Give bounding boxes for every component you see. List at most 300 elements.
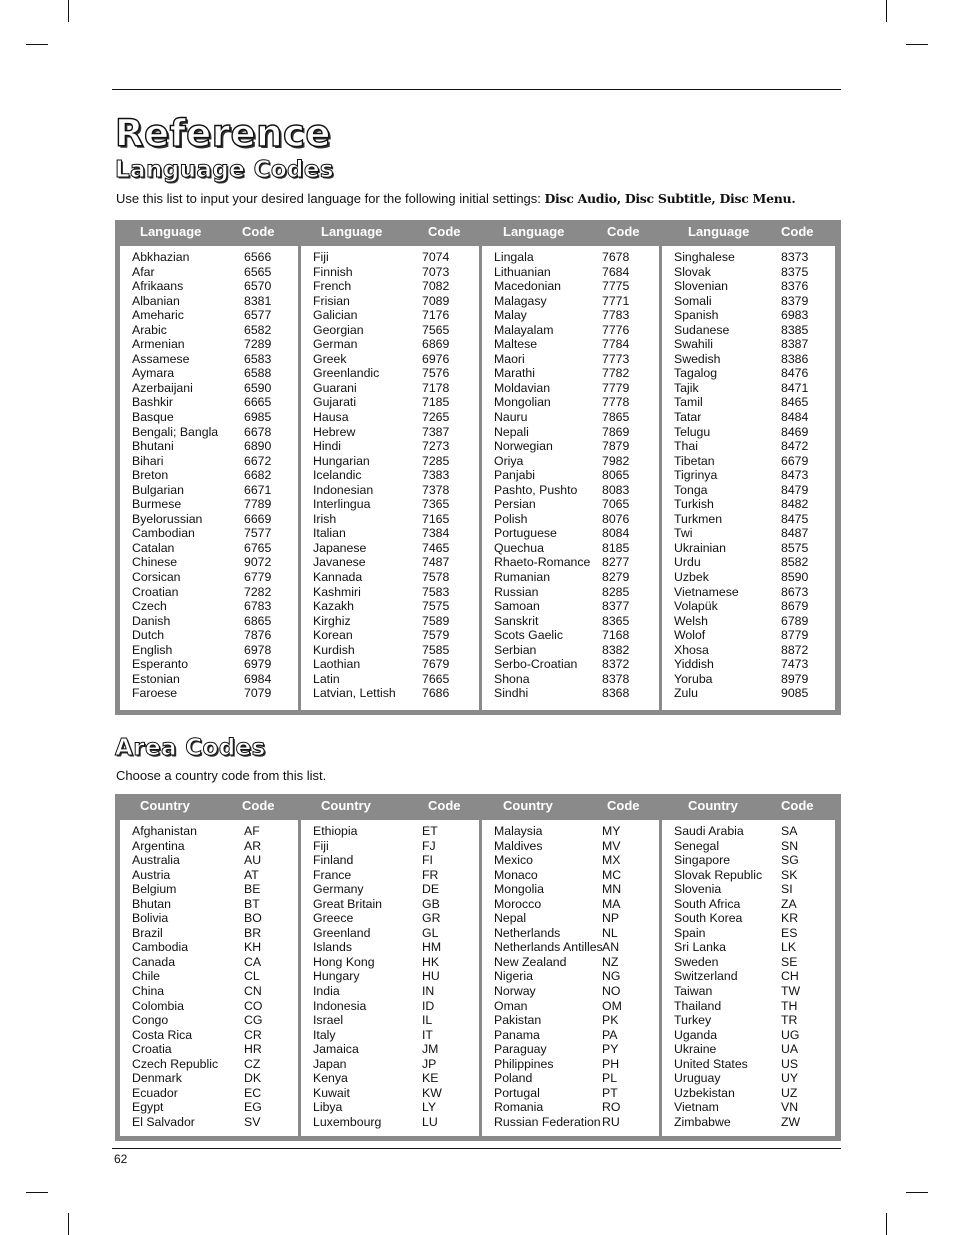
entry-code: SG xyxy=(781,853,799,868)
list-item xyxy=(662,599,835,614)
column-body xyxy=(482,246,659,710)
entry-name: Japanese xyxy=(313,540,367,555)
entry-name: Hausa xyxy=(313,410,349,425)
entry-code: 6577 xyxy=(244,308,272,323)
entry-code: OM xyxy=(602,998,622,1013)
entry-name: Swahili xyxy=(674,337,713,352)
entry-name: Singhalese xyxy=(674,250,735,264)
column-header xyxy=(657,794,835,817)
entry-code: 6583 xyxy=(244,351,272,366)
entry-name: Malay xyxy=(494,308,527,323)
entry-code: FR xyxy=(422,867,439,882)
entry-code: 8382 xyxy=(602,642,630,657)
page-title: Reference xyxy=(115,112,331,155)
entry-code: GL xyxy=(422,925,439,940)
column-header xyxy=(477,220,659,243)
entry-name: New Zealand xyxy=(494,954,567,969)
column-body xyxy=(482,820,659,1136)
entry-code: 6665 xyxy=(244,395,272,410)
entry-name: Ethiopia xyxy=(313,824,358,838)
entry-code: 8285 xyxy=(602,584,630,599)
crop-mark xyxy=(886,1213,887,1235)
list-item xyxy=(301,940,479,955)
list-item xyxy=(482,570,659,585)
entry-name: Azerbaijani xyxy=(132,380,193,395)
list-item xyxy=(482,643,659,658)
header-code-label: Code xyxy=(428,798,461,813)
list-item xyxy=(301,999,479,1014)
list-item xyxy=(662,672,835,687)
entry-code: LU xyxy=(422,1114,438,1129)
header-name-label: Language xyxy=(321,224,383,239)
entry-code: US xyxy=(781,1056,799,1071)
entry-name: Panama xyxy=(494,1027,540,1042)
entry-code: KR xyxy=(781,911,799,926)
entry-code: 7778 xyxy=(602,395,630,410)
list-item xyxy=(301,468,479,483)
list-item xyxy=(120,672,298,687)
entry-code: 8381 xyxy=(244,293,272,308)
entry-code: 8872 xyxy=(781,642,809,657)
entry-name: Egypt xyxy=(132,1100,164,1115)
entry-name: Thailand xyxy=(674,998,722,1013)
column-header xyxy=(477,794,659,817)
entry-code: TW xyxy=(781,984,801,999)
entry-name: Catalan xyxy=(132,540,175,555)
list-item xyxy=(662,824,835,839)
list-item xyxy=(120,955,298,970)
entry-name: Nepal xyxy=(494,911,527,926)
entry-name: Switzerland xyxy=(674,969,738,984)
entry-code: 7082 xyxy=(422,279,450,294)
column-header xyxy=(296,220,479,243)
entry-code: 6869 xyxy=(422,337,450,352)
entry-name: Taiwan xyxy=(674,984,713,999)
entry-code: PY xyxy=(602,1042,619,1057)
entry-name: Turkish xyxy=(674,497,714,512)
entry-code: CO xyxy=(244,998,263,1013)
entry-code: 7879 xyxy=(602,439,630,454)
list-item xyxy=(482,555,659,570)
list-item xyxy=(662,366,835,381)
entry-name: Laothian xyxy=(313,657,361,672)
entry-code: 7487 xyxy=(422,555,450,570)
header-name-label: Language xyxy=(140,224,202,239)
list-item xyxy=(482,541,659,556)
entry-name: Kirghiz xyxy=(313,613,351,628)
list-item xyxy=(482,468,659,483)
entry-name: Russian xyxy=(494,584,539,599)
entry-name: Kazakh xyxy=(313,599,355,614)
entry-name: Sudanese xyxy=(674,322,730,337)
list-item xyxy=(482,1100,659,1115)
list-item xyxy=(662,853,835,868)
entry-name: Cambodia xyxy=(132,940,189,955)
entry-code: NO xyxy=(602,984,621,999)
entry-code: SV xyxy=(244,1114,261,1129)
language-column-2 xyxy=(296,220,479,715)
entry-name: Esperanto xyxy=(132,657,189,672)
entry-code: MN xyxy=(602,882,622,897)
list-item xyxy=(301,395,479,410)
list-item xyxy=(301,454,479,469)
entry-name: Estonian xyxy=(132,671,180,686)
entry-code: 6779 xyxy=(244,570,272,585)
list-item xyxy=(482,250,659,265)
entry-name: Kannada xyxy=(313,570,363,585)
list-item xyxy=(662,468,835,483)
entry-name: Tibetan xyxy=(674,453,715,468)
list-item xyxy=(120,940,298,955)
entry-name: Czech Republic xyxy=(132,1056,219,1071)
entry-code: 7089 xyxy=(422,293,450,308)
entry-name: Aymara xyxy=(132,366,175,381)
entry-code: SI xyxy=(781,882,793,897)
entry-name: Germany xyxy=(313,882,364,897)
entry-name: Bhutani xyxy=(132,439,174,454)
entry-code: 8065 xyxy=(602,468,630,483)
entry-code: 7378 xyxy=(422,482,450,497)
list-item xyxy=(662,279,835,294)
entry-name: Morocco xyxy=(494,896,542,911)
entry-code: IL xyxy=(422,1013,433,1028)
header-code-label: Code xyxy=(781,224,814,239)
entry-code: 7273 xyxy=(422,439,450,454)
language-column-1 xyxy=(115,220,298,715)
list-item xyxy=(482,955,659,970)
entry-code: ID xyxy=(422,998,435,1013)
header-name-label: Country xyxy=(140,798,190,813)
entry-code: MV xyxy=(602,838,621,853)
entry-code: 7773 xyxy=(602,351,630,366)
header-name-label: Language xyxy=(688,224,750,239)
list-item xyxy=(482,381,659,396)
entry-code: 8779 xyxy=(781,628,809,643)
entry-name: Nepali xyxy=(494,424,529,439)
entry-code: 7784 xyxy=(602,337,630,352)
list-item xyxy=(482,614,659,629)
list-item xyxy=(662,541,835,556)
entry-code: CR xyxy=(244,1027,262,1042)
entry-code: 7775 xyxy=(602,279,630,294)
entry-code: ES xyxy=(781,925,798,940)
list-item xyxy=(662,911,835,926)
entry-name: Tonga xyxy=(674,482,708,497)
entry-name: Gujarati xyxy=(313,395,357,410)
list-item xyxy=(301,643,479,658)
entry-code: 7165 xyxy=(422,511,450,526)
entry-name: Somali xyxy=(674,293,712,308)
code-list xyxy=(662,250,835,701)
entry-code: SE xyxy=(781,954,798,969)
entry-code: 8277 xyxy=(602,555,630,570)
entry-code: NG xyxy=(602,969,621,984)
entry-name: Israel xyxy=(313,1013,344,1028)
entry-name: Bulgarian xyxy=(132,482,184,497)
entry-name: Shona xyxy=(494,671,530,686)
entry-name: Fiji xyxy=(313,250,329,264)
code-list xyxy=(301,824,479,1129)
entry-name: Portuguese xyxy=(494,526,557,541)
list-item xyxy=(482,984,659,999)
entry-code: AU xyxy=(244,853,262,868)
entry-code: 7876 xyxy=(244,628,272,643)
list-item xyxy=(662,425,835,440)
entry-code: EG xyxy=(244,1100,262,1115)
entry-name: Corsican xyxy=(132,570,181,585)
list-item xyxy=(662,512,835,527)
entry-name: Monaco xyxy=(494,867,538,882)
entry-code: EC xyxy=(244,1085,262,1100)
entry-code: PK xyxy=(602,1013,619,1028)
list-item xyxy=(662,984,835,999)
list-item xyxy=(301,984,479,999)
list-item xyxy=(120,425,298,440)
entry-code: LK xyxy=(781,940,797,955)
list-item xyxy=(301,882,479,897)
entry-code: 7289 xyxy=(244,337,272,352)
language-codes-table xyxy=(115,220,841,715)
entry-code: 8575 xyxy=(781,540,809,555)
code-list xyxy=(662,824,835,1129)
entry-name: Greek xyxy=(313,351,347,366)
entry-name: Afar xyxy=(132,264,155,279)
list-item xyxy=(120,969,298,984)
entry-name: Swedish xyxy=(674,351,721,366)
entry-name: Bengali; Bangla xyxy=(132,424,219,439)
entry-code: 7779 xyxy=(602,380,630,395)
language-codes-description xyxy=(116,191,795,206)
column-body xyxy=(301,246,479,710)
list-item xyxy=(482,868,659,883)
entry-code: GR xyxy=(422,911,441,926)
entry-name: Netherlands xyxy=(494,925,561,940)
list-item xyxy=(120,439,298,454)
entry-name: Bihari xyxy=(132,453,164,468)
entry-name: Byelorussian xyxy=(132,511,203,526)
entry-code: PA xyxy=(602,1027,618,1042)
list-item xyxy=(120,250,298,265)
list-item xyxy=(662,1071,835,1086)
entry-code: RO xyxy=(602,1100,621,1115)
page-number: 62 xyxy=(114,1152,128,1166)
entry-code: MC xyxy=(602,867,622,882)
list-item xyxy=(301,657,479,672)
list-item xyxy=(120,599,298,614)
list-item xyxy=(301,366,479,381)
list-item xyxy=(301,1071,479,1086)
list-item xyxy=(301,352,479,367)
entry-code: MY xyxy=(602,824,621,838)
list-item xyxy=(120,352,298,367)
entry-name: Sindhi xyxy=(494,686,529,701)
entry-name: Welsh xyxy=(674,613,708,628)
header-code-label: Code xyxy=(428,224,461,239)
description-text: Use this list to input your desired language for the following initial settings: xyxy=(116,191,545,206)
entry-code: 8469 xyxy=(781,424,809,439)
list-item xyxy=(482,308,659,323)
crop-mark xyxy=(68,0,69,22)
entry-name: Quechua xyxy=(494,540,544,555)
list-item xyxy=(482,585,659,600)
crop-mark xyxy=(26,44,48,45)
entry-code: 7776 xyxy=(602,322,630,337)
entry-code: ZA xyxy=(781,896,797,911)
list-item xyxy=(482,483,659,498)
entry-code: 7585 xyxy=(422,642,450,657)
entry-code: 7783 xyxy=(602,308,630,323)
list-item xyxy=(120,824,298,839)
entry-code: 7576 xyxy=(422,366,450,381)
entry-code: 6984 xyxy=(244,671,272,686)
entry-code: PT xyxy=(602,1085,618,1100)
entry-code: 8372 xyxy=(602,657,630,672)
entry-name: Oman xyxy=(494,998,528,1013)
crop-mark xyxy=(906,1192,928,1193)
entry-code: 8084 xyxy=(602,526,630,541)
entry-name: Vietnam xyxy=(674,1100,719,1115)
entry-code: 6865 xyxy=(244,613,272,628)
entry-code: 8471 xyxy=(781,380,809,395)
list-item xyxy=(120,468,298,483)
list-item xyxy=(662,250,835,265)
entry-code: 7265 xyxy=(422,410,450,425)
entry-name: Senegal xyxy=(674,838,720,853)
entry-code: CZ xyxy=(244,1056,261,1071)
entry-code: TH xyxy=(781,998,798,1013)
entry-code: 7185 xyxy=(422,395,450,410)
list-item xyxy=(120,483,298,498)
entry-name: Argentina xyxy=(132,838,185,853)
list-item xyxy=(120,585,298,600)
list-item xyxy=(482,439,659,454)
list-item xyxy=(301,555,479,570)
entry-code: 8376 xyxy=(781,279,809,294)
entry-name: Icelandic xyxy=(313,468,362,483)
list-item xyxy=(662,294,835,309)
list-item xyxy=(662,882,835,897)
entry-name: Sweden xyxy=(674,954,719,969)
entry-name: Hebrew xyxy=(313,424,356,439)
entry-code: 8365 xyxy=(602,613,630,628)
header-code-label: Code xyxy=(607,224,640,239)
entry-code: 6669 xyxy=(244,511,272,526)
bottom-rule xyxy=(112,1148,841,1149)
list-item xyxy=(482,279,659,294)
entry-code: 7465 xyxy=(422,540,450,555)
entry-name: Javanese xyxy=(313,555,366,570)
entry-name: Latvian, Lettish xyxy=(313,686,396,701)
entry-name: Kashmiri xyxy=(313,584,361,599)
list-item xyxy=(482,824,659,839)
list-item xyxy=(482,999,659,1014)
entry-code: 6678 xyxy=(244,424,272,439)
code-list xyxy=(301,250,479,701)
list-item xyxy=(301,279,479,294)
list-item xyxy=(662,497,835,512)
list-item xyxy=(120,497,298,512)
entry-name: Breton xyxy=(132,468,169,483)
list-item xyxy=(482,911,659,926)
entry-name: South Africa xyxy=(674,896,741,911)
list-item xyxy=(662,686,835,701)
entry-name: Luxembourg xyxy=(313,1114,382,1129)
entry-name: Zimbabwe xyxy=(674,1114,731,1129)
list-item xyxy=(482,265,659,280)
entry-name: Basque xyxy=(132,410,174,425)
entry-code: 8582 xyxy=(781,555,809,570)
column-header xyxy=(657,220,835,243)
list-item xyxy=(482,1115,659,1130)
entry-code: 7678 xyxy=(602,250,630,264)
list-item xyxy=(120,868,298,883)
list-item xyxy=(120,279,298,294)
entry-name: Chinese xyxy=(132,555,178,570)
entry-code: 7387 xyxy=(422,424,450,439)
list-item xyxy=(301,1013,479,1028)
entry-name: Belgium xyxy=(132,882,177,897)
list-item xyxy=(120,1100,298,1115)
entry-name: Islands xyxy=(313,940,352,955)
entry-name: Abkhazian xyxy=(132,250,190,264)
entry-name: Rhaeto-Romance xyxy=(494,555,591,570)
list-item xyxy=(482,512,659,527)
entry-code: 8484 xyxy=(781,410,809,425)
entry-code: MA xyxy=(602,896,621,911)
list-item xyxy=(301,425,479,440)
entry-code: 6978 xyxy=(244,642,272,657)
list-item xyxy=(482,940,659,955)
list-item xyxy=(301,853,479,868)
entry-name: Tatar xyxy=(674,410,702,425)
list-item xyxy=(482,410,659,425)
entry-code: TR xyxy=(781,1013,798,1028)
entry-name: Yoruba xyxy=(674,671,713,686)
entry-code: CN xyxy=(244,984,262,999)
area-column-2 xyxy=(296,794,479,1141)
crop-mark xyxy=(886,0,887,22)
entry-code: 8476 xyxy=(781,366,809,381)
entry-name: France xyxy=(313,867,352,882)
entry-name: Tajik xyxy=(674,380,699,395)
entry-code: 7565 xyxy=(422,322,450,337)
entry-name: Marathi xyxy=(494,366,536,381)
entry-name: Afrikaans xyxy=(132,279,184,294)
list-item xyxy=(120,541,298,556)
entry-code: 9072 xyxy=(244,555,272,570)
entry-code: 8472 xyxy=(781,439,809,454)
entry-code: MX xyxy=(602,853,621,868)
list-item xyxy=(662,868,835,883)
entry-code: BR xyxy=(244,925,262,940)
entry-name: Uzbek xyxy=(674,570,709,585)
list-item xyxy=(301,628,479,643)
entry-name: Interlingua xyxy=(313,497,371,512)
entry-code: 7579 xyxy=(422,628,450,643)
entry-code: 6983 xyxy=(781,308,809,323)
list-item xyxy=(120,337,298,352)
description-emphasis: Disc Audio, Disc Subtitle, Disc Menu. xyxy=(544,191,796,206)
entry-code: 7686 xyxy=(422,686,450,701)
list-item xyxy=(301,1086,479,1101)
entry-code: UZ xyxy=(781,1085,798,1100)
entry-code: 8387 xyxy=(781,337,809,352)
list-item xyxy=(662,395,835,410)
entry-name: Malaysia xyxy=(494,824,543,838)
crop-mark xyxy=(68,1213,69,1235)
list-item xyxy=(120,1115,298,1130)
entry-name: Congo xyxy=(132,1013,169,1028)
